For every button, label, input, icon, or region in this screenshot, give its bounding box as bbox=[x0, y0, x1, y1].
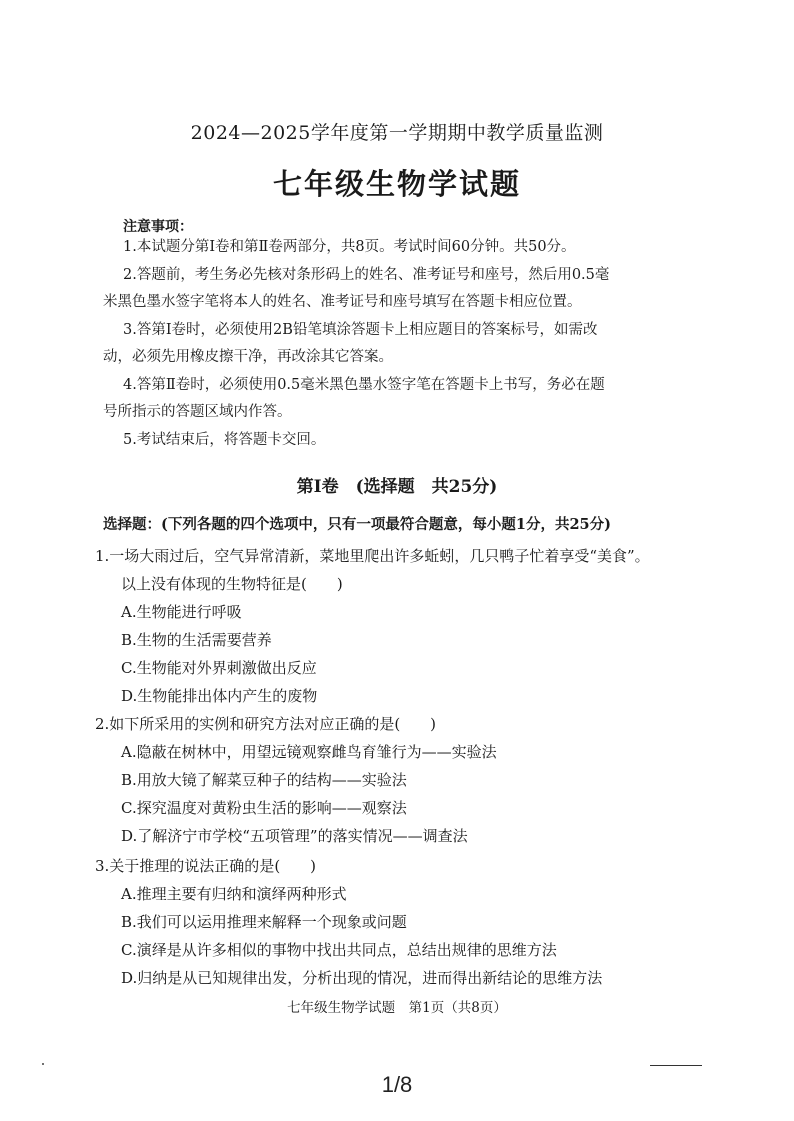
option-d: D.生物能排出体内产生的废物 bbox=[121, 687, 318, 705]
option-c: C.探究温度对黄粉虫生活的影响——观察法 bbox=[121, 799, 407, 817]
scan-line-mark bbox=[650, 1065, 702, 1066]
notice-line: 米黑色墨水签字笔将本人的姓名、准考证号和座号填写在答题卡相应位置。 bbox=[103, 294, 582, 310]
notice-list bbox=[103, 234, 683, 454]
question-stem: 2.如下所采用的实例和研究方法对应正确的是( ) bbox=[95, 715, 437, 733]
notice-line: 5.考试结束后，将答题卡交回。 bbox=[123, 431, 326, 448]
exam-title: 2024—2025学年度第一学期期中教学质量监测 bbox=[190, 122, 604, 144]
notice-line: 1.本试题分第Ⅰ卷和第Ⅱ卷两部分，共8页。考试时间60分钟。共50分。 bbox=[123, 239, 576, 255]
option-b: B.我们可以运用推理来解释一个现象或问题 bbox=[121, 913, 407, 931]
section-title: 第Ⅰ卷 (选择题 共25分) bbox=[296, 477, 498, 497]
option-b: B.生物的生活需要营养 bbox=[121, 631, 272, 649]
subject-title: 七年级生物学试题 bbox=[272, 167, 521, 201]
question-stem-continued: 以上没有体现的生物特征是( ) bbox=[121, 575, 343, 593]
page-indicator: 1/8 bbox=[381, 1072, 413, 1097]
notice-heading: 注意事项： bbox=[123, 219, 193, 235]
notice-line: 号所指示的答题区域内作答。 bbox=[103, 404, 292, 420]
option-d: D.了解济宁市学校“五项管理”的落实情况——调查法 bbox=[121, 827, 468, 845]
notice-line: 动，必须先用橡皮擦干净，再改涂其它答案。 bbox=[103, 349, 393, 365]
notice-line: 3.答第Ⅰ卷时，必须使用2B铅笔填涂答题卡上相应题目的答案标号，如需改 bbox=[123, 321, 598, 338]
option-a: A.隐蔽在树林中，用望远镜观察雌鸟育雏行为——实验法 bbox=[121, 743, 497, 761]
option-c: C.生物能对外界刺激做出反应 bbox=[121, 659, 317, 677]
section-instructions: 选择题：(下列各题的四个选项中，只有一项最符合题意，每小题1分，共25分) bbox=[103, 516, 611, 533]
option-c: C.演绎是从许多相似的事物中找出共同点，总结出规律的思维方法 bbox=[121, 941, 557, 959]
question-stem: 3.关于推理的说法正确的是( ) bbox=[95, 857, 317, 875]
option-a: A.推理主要有归纳和演绎两种形式 bbox=[121, 885, 347, 903]
option-d: D.归纳是从已知规律出发，分析出现的情况，进而得出新结论的思维方法 bbox=[121, 969, 603, 987]
option-b: B.用放大镜了解菜豆种子的结构——实验法 bbox=[121, 771, 407, 789]
question-stem: 1.一场大雨过后，空气异常清新，菜地里爬出许多蚯蚓，几只鸭子忙着享受“美食”。 bbox=[95, 547, 650, 565]
page-footer: 七年级生物学试题 第1页（共8页） bbox=[287, 1000, 507, 1016]
option-a: A.生物能进行呼吸 bbox=[121, 603, 242, 621]
notice-line: 2.答题前，考生务必先核对条形码上的姓名、准考证号和座号，然后用0.5毫 bbox=[123, 266, 610, 283]
scan-speck bbox=[42, 1063, 44, 1065]
notice-line: 4.答第Ⅱ卷时，必须使用0.5毫米黑色墨水签字笔在答题卡上书写，务必在题 bbox=[123, 376, 605, 393]
